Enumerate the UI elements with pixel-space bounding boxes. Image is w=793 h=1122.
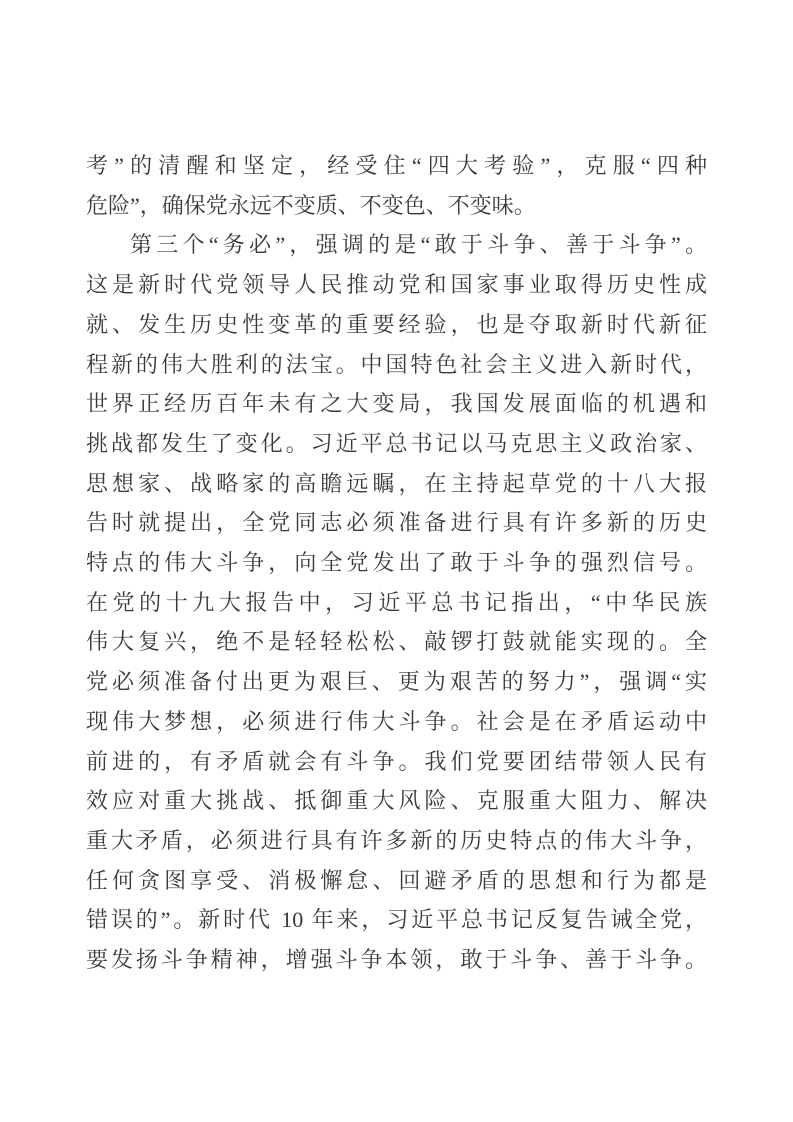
text-line: 特点的伟大斗争，向全党发出了敢于斗争的强烈信号。 (86, 550, 707, 576)
text-line: 世界正经历百年未有之大变局，我国发展面临的机遇和 (86, 391, 707, 417)
text-line: 前进的，有矛盾就会有斗争。我们党要团结带领人民有 (86, 748, 707, 774)
text-line: 就、发生历史性变革的重要经验，也是夺取新时代新征 (86, 311, 707, 337)
text-line: 考”的清醒和坚定，经受住“四大考验”，克服“四种 (86, 153, 707, 178)
text-line: 党必须准备付出更为艰巨、更为艰苦的努力”，强调“实 (86, 669, 707, 695)
text-line: 告时就提出，全党同志必须准备进行具有许多新的历史 (86, 510, 707, 536)
text-line: 效应对重大挑战、抵御重大风险、克服重大阻力、解决 (86, 788, 707, 814)
text-line: 要发扬斗争精神，增强斗争本领，敢于斗争、善于斗争。 (86, 947, 707, 973)
text-line: 思想家、战略家的高瞻远瞩，在主持起草党的十八大报 (86, 470, 707, 496)
text-line: 这是新时代党领导人民推动党和国家事业取得历史性成 (86, 272, 707, 298)
text-line: 挑战都发生了变化。习近平总书记以马克思主义政治家、 (86, 430, 707, 456)
text-line: 现伟大梦想，必须进行伟大斗争。社会是在矛盾运动中 (86, 708, 707, 734)
text-line: 在党的十九大报告中，习近平总书记指出，“中华民族 (86, 589, 707, 615)
document-body (86, 146, 707, 980)
text-line: 伟大复兴，绝不是轻轻松松、敲锣打鼓就能实现的。全 (86, 629, 707, 655)
text-line: 第三个“务必”，强调的是“敢于斗争、善于斗争”。 (130, 232, 707, 258)
text-line: 程新的伟大胜利的法宝。中国特色社会主义进入新时代， (86, 351, 707, 377)
text-line: 重大矛盾，必须进行具有许多新的历史特点的伟大斗争， (86, 827, 707, 853)
text-line: 危险”，确保党永远不变质、不变色、不变味。 (86, 192, 536, 218)
text-line: 错误的”。新时代 10 年来，习近平总书记反复告诫全党， (86, 907, 707, 933)
text-line: 任何贪图享受、消极懈怠、回避矛盾的思想和行为都是 (86, 867, 707, 893)
